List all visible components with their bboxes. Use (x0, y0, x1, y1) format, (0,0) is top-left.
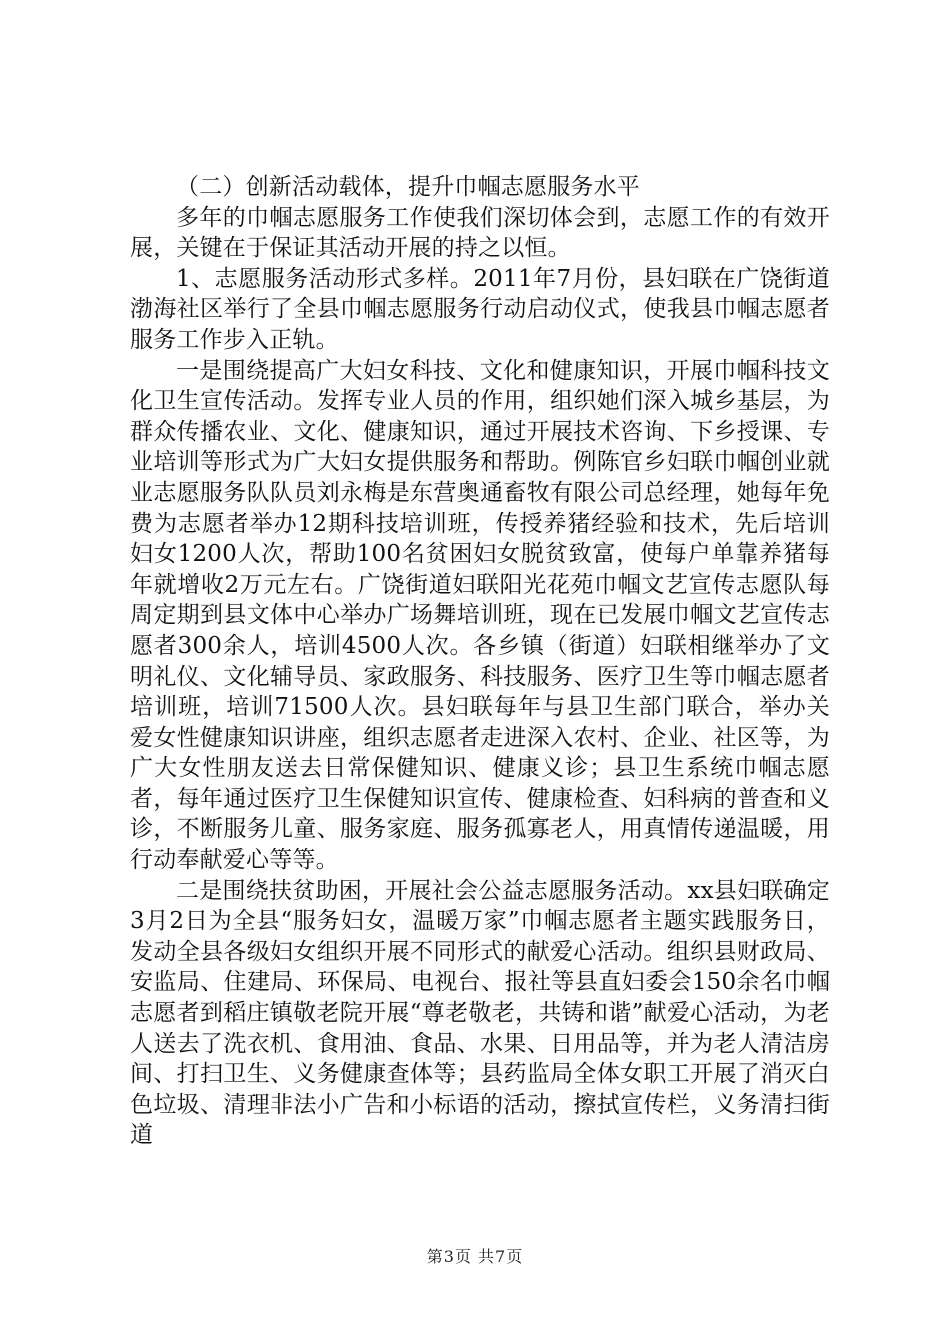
section-heading: （二）创新活动载体，提升巾帼志愿服务水平 (176, 174, 640, 200)
paragraph-second-point: 二是围绕扶贫助困，开展社会公益志愿服务活动。xx县妇联确定3月2日为全县“服务妇女，温暖万家”巾帼志愿者主题实践服务日，发动全县各级妇女组织开展不同形式的献爱心活动。组织县财政局、安监局、住建局、环保局、电视台、报社等县直妇委会150余名巾帼志愿者到稻庄镇敬老院开展“尊老敬老，共铸和谐”献爱心活动，为老人送去了洗衣机、食用油、食品、水果、日用品等，并为老人清洁房间、打扫卫生、义务健康查体等；县药监局全体女职工开展了消灭白色垃圾、清理非法小广告和小标语的活动，擦拭宣传栏，义务清扫街道 (130, 877, 830, 1149)
paragraph-intro: 多年的巾帼志愿服务工作使我们深切体会到，志愿工作的有效开展，关键在于保证其活动开展的持之以恒。 (130, 204, 830, 262)
page-number-footer: 第3页 共7页 (426, 1247, 524, 1266)
document-body (130, 172, 830, 1151)
paragraph-item-1: 1、志愿服务活动形式多样。2011年7月份，县妇联在广饶街道渤海社区举行了全县巾帼志愿服务行动启动仪式，使我县巾帼志愿者服务工作步入正轨。 (130, 265, 830, 353)
paragraph-first-point: 一是围绕提高广大妇女科技、文化和健康知识，开展巾帼科技文化卫生宣传活动。发挥专业人员的作用，组织她们深入城乡基层，为群众传播农业、文化、健康知识，通过开展技术咨询、下乡授课、专业培训等形式为广大妇女提供服务和帮助。例陈官乡妇联巾帼创业就业志愿服务队队员刘永梅是东营奥通畜牧有限公司总经理，她每年免费为志愿者举办12期科技培训班，传授养猪经验和技术，先后培训妇女1200人次，帮助100名贫困妇女脱贫致富，使每户单靠养猪每年就增收2万元左右。广饶街道妇联阳光花苑巾帼文艺宣传志愿队每周定期到县文体中心举办广场舞培训班，现在已发展巾帼文艺宣传志愿者300余人，培训4500人次。各乡镇（街道）妇联相继举办了文明礼仪、文化辅导员、家政服务、科技服务、医疗卫生等巾帼志愿者培训班，培训71500人次。县妇联每年与县卫生部门联合，举办关爱女性健康知识讲座，组织志愿者走进深入农村、企业、社区等，为广大女性朋友送去日常保健知识、健康义诊；县卫生系统巾帼志愿者，每年通过医疗卫生保健知识宣传、健康检查、妇科病的普查和义诊，不断服务儿童、服务家庭、服务孤寡老人，用真情传递温暖，用行动奉献爱心等等。 (130, 357, 830, 874)
